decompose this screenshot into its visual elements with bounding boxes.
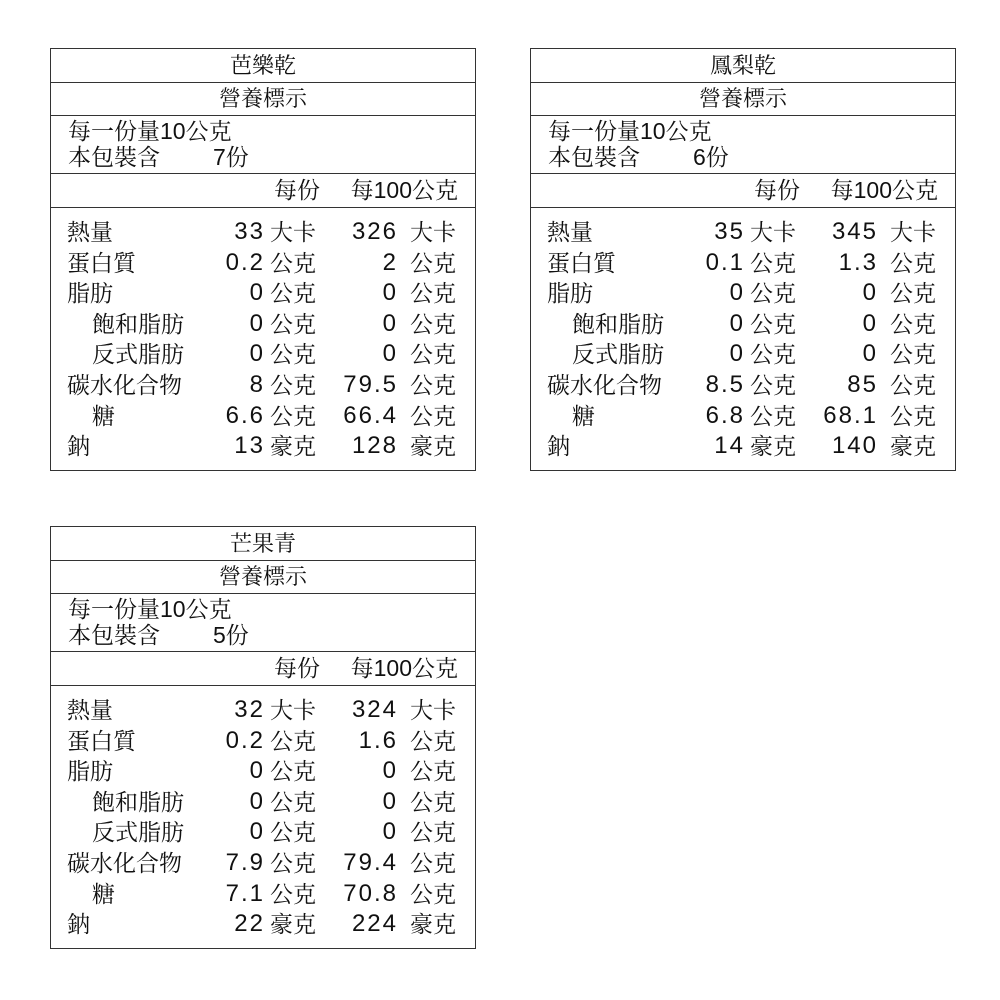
per-serving-unit: 公克 <box>270 341 316 368</box>
per-100g-unit: 公克 <box>410 371 456 398</box>
nutrition-label <box>530 48 956 471</box>
per-serving-unit: 公克 <box>750 280 796 307</box>
per-serving-unit: 公克 <box>750 341 796 368</box>
per-100g-value: 66.4 <box>343 401 398 429</box>
product-name: 鳳梨乾 <box>531 49 955 83</box>
per-serving-unit: 公克 <box>750 371 796 398</box>
per-serving-unit: 豪克 <box>270 911 316 938</box>
per-100g-unit: 大卡 <box>890 219 936 245</box>
nutrient-name: 鈉 <box>67 433 90 460</box>
nutrient-row <box>51 339 475 370</box>
per-serving-unit: 大卡 <box>750 219 796 245</box>
per-serving-value: 0 <box>249 309 265 337</box>
servings-per-package-label: 本包裝含 <box>68 144 160 170</box>
per-serving-value: 0 <box>249 818 265 846</box>
serving-info <box>51 594 475 652</box>
nutrition-heading: 營養標示 <box>51 83 475 116</box>
serving-info <box>51 116 475 174</box>
nutrition-label <box>50 48 476 471</box>
per-serving-unit: 公克 <box>750 249 796 276</box>
nutrient-name: 鈉 <box>547 433 570 460</box>
per-100g-value: 0 <box>382 309 398 337</box>
serving-size: 每一份量10公克 <box>68 118 232 144</box>
nutrient-name: 熱量 <box>547 219 593 245</box>
per-100g-value: 140 <box>831 432 878 460</box>
per-100g-unit: 公克 <box>410 402 456 429</box>
per-100g-value: 345 <box>831 218 878 245</box>
per-serving-unit: 公克 <box>270 371 316 398</box>
nutrient-row <box>51 401 475 432</box>
per-100g-value: 128 <box>351 432 398 460</box>
per-100g-value: 0 <box>382 340 398 368</box>
per-100g-unit: 公克 <box>890 249 936 276</box>
column-header <box>51 652 475 686</box>
per-serving-unit: 大卡 <box>270 219 316 245</box>
nutrient-table <box>51 217 475 462</box>
servings-per-package-label: 本包裝含 <box>548 144 640 170</box>
per-100g-unit: 豪克 <box>410 911 456 938</box>
per-serving-value: 0 <box>729 279 745 307</box>
per-100g-unit: 公克 <box>890 402 936 429</box>
nutrient-row <box>531 309 955 340</box>
per-100g-unit: 公克 <box>410 788 456 815</box>
nutrient-name: 蛋白質 <box>547 249 616 276</box>
nutrient-row <box>531 339 955 370</box>
per-100g-value: 326 <box>351 218 398 245</box>
per-serving-value: 0 <box>729 309 745 337</box>
nutrient-row <box>51 431 475 462</box>
nutrition-heading: 營養標示 <box>51 561 475 594</box>
nutrient-name: 反式脂肪 <box>92 341 184 368</box>
column-header <box>531 174 955 208</box>
per-100g-value: 1.6 <box>358 726 398 754</box>
per-100g-unit: 公克 <box>410 310 456 337</box>
nutrient-name: 糖 <box>92 880 115 907</box>
per-serving-value: 0 <box>249 757 265 785</box>
per-100g-unit: 豪克 <box>410 433 456 460</box>
per-100g-unit: 公克 <box>410 341 456 368</box>
per-serving-value: 0.2 <box>225 726 265 754</box>
nutrient-row <box>51 909 475 940</box>
serving-size: 每一份量10公克 <box>548 118 712 144</box>
nutrient-row <box>531 248 955 279</box>
per-100g-value: 0 <box>382 787 398 815</box>
per-serving-value: 14 <box>714 432 745 460</box>
serving-info <box>531 116 955 174</box>
servings-per-package-value: 5份 <box>213 622 249 648</box>
per-100g-header: 每100公克 <box>350 177 458 203</box>
nutrient-row <box>51 278 475 309</box>
per-serving-unit: 公克 <box>750 402 796 429</box>
per-serving-unit: 豪克 <box>750 433 796 460</box>
nutrient-name: 碳水化合物 <box>547 371 662 398</box>
per-100g-unit: 公克 <box>410 880 456 907</box>
nutrient-table <box>51 695 475 940</box>
per-100g-unit: 公克 <box>410 758 456 785</box>
nutrition-heading: 營養標示 <box>531 83 955 116</box>
per-serving-value: 13 <box>234 432 265 460</box>
per-serving-value: 0 <box>729 340 745 368</box>
per-100g-value: 0 <box>382 279 398 307</box>
nutrient-name: 脂肪 <box>67 280 113 307</box>
per-serving-value: 35 <box>714 218 745 245</box>
per-100g-value: 79.5 <box>343 370 398 398</box>
per-100g-value: 224 <box>351 910 398 938</box>
nutrient-row <box>51 309 475 340</box>
per-100g-value: 0 <box>862 279 878 307</box>
per-100g-value: 68.1 <box>823 401 878 429</box>
per-100g-unit: 大卡 <box>410 219 456 245</box>
per-serving-unit: 公克 <box>270 819 316 846</box>
nutrient-row <box>51 695 475 726</box>
per-serving-header: 每份 <box>274 177 320 203</box>
per-serving-unit: 公克 <box>270 758 316 785</box>
nutrient-table <box>531 217 955 462</box>
per-100g-unit: 公克 <box>410 819 456 846</box>
per-serving-value: 22 <box>234 910 265 938</box>
servings-per-package-value: 7份 <box>213 144 249 170</box>
nutrient-name: 脂肪 <box>547 280 593 307</box>
nutrient-name: 鈉 <box>67 911 90 938</box>
per-serving-unit: 公克 <box>270 249 316 276</box>
per-serving-value: 8 <box>249 370 265 398</box>
product-name: 芒果青 <box>51 527 475 561</box>
per-100g-value: 0 <box>382 818 398 846</box>
nutrient-name: 蛋白質 <box>67 727 136 754</box>
nutrition-label <box>50 526 476 949</box>
nutrient-row <box>531 431 955 462</box>
nutrient-row <box>51 756 475 787</box>
nutrient-row <box>51 848 475 879</box>
per-serving-unit: 公克 <box>270 310 316 337</box>
per-serving-value: 0 <box>249 340 265 368</box>
nutrient-row <box>51 217 475 248</box>
nutrient-name: 飽和脂肪 <box>572 310 664 337</box>
per-100g-unit: 公克 <box>890 371 936 398</box>
per-100g-header: 每100公克 <box>350 655 458 681</box>
nutrient-name: 飽和脂肪 <box>92 310 184 337</box>
per-serving-value: 32 <box>234 696 265 723</box>
per-serving-value: 0.1 <box>705 248 745 276</box>
per-100g-value: 85 <box>847 370 878 398</box>
per-100g-value: 0 <box>862 309 878 337</box>
per-serving-unit: 公克 <box>270 280 316 307</box>
per-100g-unit: 大卡 <box>410 697 456 723</box>
per-serving-unit: 公克 <box>750 310 796 337</box>
servings-per-package-label: 本包裝含 <box>68 622 160 648</box>
per-100g-unit: 公克 <box>890 280 936 307</box>
column-header <box>51 174 475 208</box>
per-serving-unit: 公克 <box>270 402 316 429</box>
per-serving-value: 0 <box>249 787 265 815</box>
per-100g-header: 每100公克 <box>830 177 938 203</box>
per-100g-unit: 公克 <box>410 727 456 754</box>
per-serving-unit: 公克 <box>270 849 316 876</box>
nutrient-name: 碳水化合物 <box>67 371 182 398</box>
per-100g-unit: 公克 <box>890 310 936 337</box>
nutrient-row <box>531 370 955 401</box>
per-100g-value: 0 <box>862 340 878 368</box>
nutrient-name: 蛋白質 <box>67 249 136 276</box>
nutrient-row <box>51 817 475 848</box>
nutrient-row <box>531 278 955 309</box>
per-serving-value: 6.8 <box>705 401 745 429</box>
nutrient-row <box>51 248 475 279</box>
product-name: 芭樂乾 <box>51 49 475 83</box>
nutrient-name: 糖 <box>92 402 115 429</box>
per-100g-unit: 公克 <box>410 249 456 276</box>
per-100g-unit: 公克 <box>410 280 456 307</box>
per-100g-unit: 公克 <box>890 341 936 368</box>
per-100g-unit: 豪克 <box>890 433 936 460</box>
per-100g-value: 2 <box>382 248 398 276</box>
per-serving-unit: 大卡 <box>270 697 316 723</box>
nutrient-name: 反式脂肪 <box>572 341 664 368</box>
per-100g-value: 0 <box>382 757 398 785</box>
nutrient-name: 脂肪 <box>67 758 113 785</box>
per-100g-value: 324 <box>351 696 398 723</box>
nutrient-row <box>531 217 955 248</box>
per-serving-unit: 公克 <box>270 727 316 754</box>
nutrient-name: 反式脂肪 <box>92 819 184 846</box>
per-serving-value: 0.2 <box>225 248 265 276</box>
per-serving-value: 33 <box>234 218 265 245</box>
per-100g-value: 79.4 <box>343 848 398 876</box>
per-serving-value: 7.1 <box>225 879 265 907</box>
per-serving-header: 每份 <box>754 177 800 203</box>
per-serving-unit: 公克 <box>270 880 316 907</box>
per-serving-unit: 豪克 <box>270 433 316 460</box>
nutrient-row <box>51 879 475 910</box>
per-serving-header: 每份 <box>274 655 320 681</box>
nutrient-name: 碳水化合物 <box>67 849 182 876</box>
servings-per-package-value: 6份 <box>693 144 729 170</box>
nutrient-row <box>51 726 475 757</box>
nutrient-name: 熱量 <box>67 219 113 245</box>
serving-size: 每一份量10公克 <box>68 596 232 622</box>
per-serving-value: 8.5 <box>705 370 745 398</box>
per-serving-value: 6.6 <box>225 401 265 429</box>
nutrient-name: 熱量 <box>67 697 113 723</box>
per-100g-unit: 公克 <box>410 849 456 876</box>
nutrient-name: 飽和脂肪 <box>92 788 184 815</box>
nutrient-name: 糖 <box>572 402 595 429</box>
per-serving-unit: 公克 <box>270 788 316 815</box>
nutrient-row <box>51 370 475 401</box>
per-serving-value: 7.9 <box>225 848 265 876</box>
per-100g-value: 70.8 <box>343 879 398 907</box>
nutrient-row <box>51 787 475 818</box>
per-100g-value: 1.3 <box>838 248 878 276</box>
per-serving-value: 0 <box>249 279 265 307</box>
nutrient-row <box>531 401 955 432</box>
